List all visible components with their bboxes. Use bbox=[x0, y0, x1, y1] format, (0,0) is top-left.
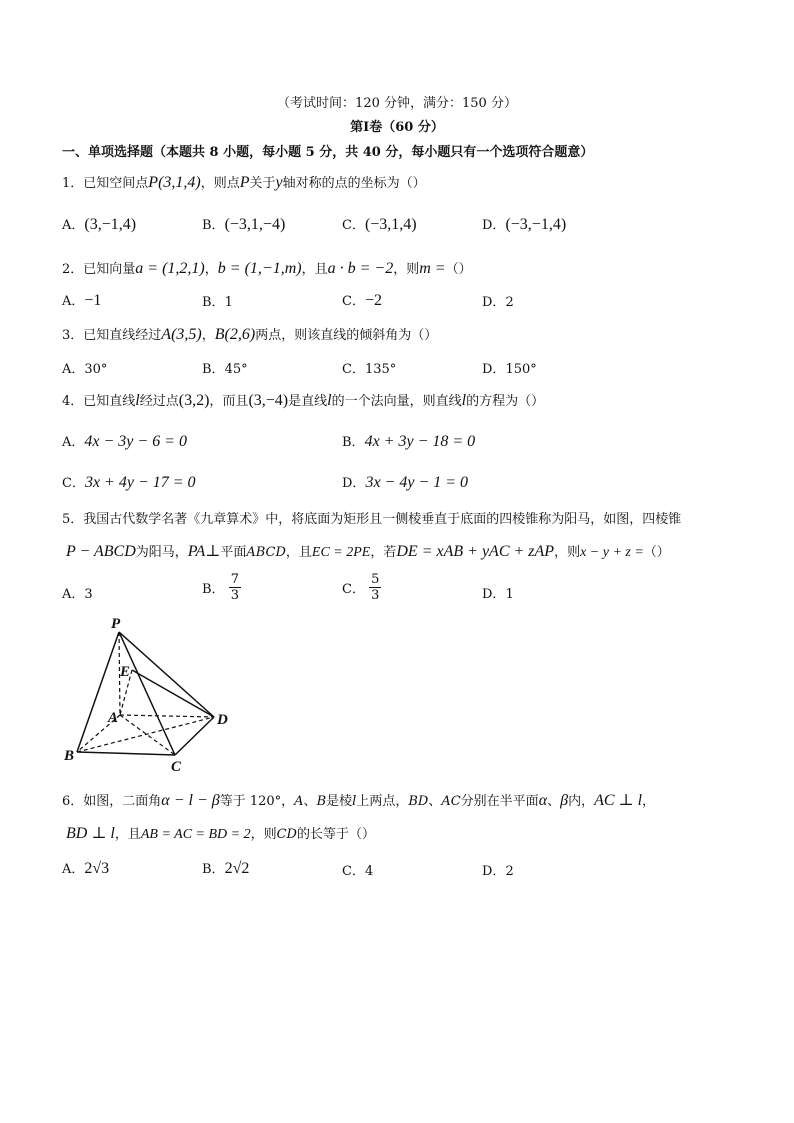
q-math: a · b = −2 bbox=[327, 260, 394, 277]
q-math: (3,−4) bbox=[248, 392, 289, 409]
option-a bbox=[62, 858, 109, 878]
q-math: EC = 2PE bbox=[311, 545, 371, 560]
option-b bbox=[342, 431, 475, 451]
edge-cd bbox=[175, 717, 214, 755]
option-letter: C． bbox=[342, 362, 365, 377]
q-text: 已知直线经过 bbox=[83, 328, 162, 343]
option-c bbox=[342, 358, 396, 377]
edge-pc bbox=[119, 632, 175, 755]
option-letter: A． bbox=[62, 435, 85, 450]
option-letter: A． bbox=[62, 218, 85, 233]
option-text: 30° bbox=[84, 362, 108, 377]
q-math: BD bbox=[408, 794, 429, 809]
option-text: 2√2 bbox=[224, 860, 250, 877]
q-math: l bbox=[327, 392, 332, 409]
q-math: x − y + z = bbox=[580, 545, 644, 560]
option-letter: D． bbox=[482, 218, 506, 233]
q-text: ，而且 bbox=[209, 394, 249, 409]
option-b bbox=[202, 572, 241, 603]
option-b bbox=[202, 858, 249, 878]
question-number: 4． bbox=[62, 394, 84, 409]
option-d bbox=[482, 291, 514, 310]
edge-bc bbox=[77, 752, 175, 755]
q-math: AC ⊥ l bbox=[594, 792, 643, 809]
option-text: 3x + 4y − 17 = 0 bbox=[84, 474, 196, 491]
fraction-numerator: 5 bbox=[371, 572, 380, 587]
q-math: A(3,5) bbox=[161, 326, 202, 343]
option-text: 135° bbox=[364, 362, 397, 377]
q-text: ，且 bbox=[301, 262, 328, 277]
edge-ac bbox=[120, 715, 175, 755]
option-a bbox=[62, 290, 101, 310]
q-math: CD bbox=[276, 827, 297, 842]
question-number: 6． bbox=[62, 794, 84, 809]
q-math: A bbox=[294, 794, 304, 809]
option-c bbox=[62, 472, 196, 492]
q-text: 上两点， bbox=[356, 794, 409, 809]
question-3 bbox=[62, 324, 437, 344]
q-math: m = bbox=[419, 260, 446, 277]
fraction-denominator: 3 bbox=[230, 588, 239, 603]
label-d: D bbox=[217, 712, 228, 728]
q-text: 的一个法向量，则直线 bbox=[331, 394, 462, 409]
q-text: 是直线 bbox=[288, 394, 328, 409]
option-letter: D． bbox=[482, 864, 506, 879]
q-math: DE = xAB + yAC + zAP bbox=[396, 543, 555, 560]
option-letter: D． bbox=[342, 476, 366, 491]
option-letter: C． bbox=[342, 582, 365, 597]
question-number: 5． bbox=[62, 512, 84, 527]
option-letter: C． bbox=[342, 294, 365, 309]
option-letter: B． bbox=[202, 218, 225, 233]
q-text: 、 bbox=[547, 794, 561, 809]
option-letter: B． bbox=[202, 582, 225, 597]
option-letter: C． bbox=[342, 864, 365, 879]
option-text: 2 bbox=[505, 864, 514, 879]
q-text: ，且 bbox=[114, 827, 141, 842]
q-math: P − ABCD bbox=[66, 543, 136, 560]
label-a: A bbox=[108, 710, 119, 726]
option-a bbox=[62, 358, 107, 377]
edge-ad bbox=[120, 715, 214, 717]
q-math: β bbox=[560, 792, 569, 809]
option-letter: B． bbox=[202, 295, 225, 310]
option-b bbox=[202, 214, 285, 234]
question-number: 2． bbox=[62, 262, 84, 277]
q-math: B bbox=[316, 794, 327, 809]
option-text: (−3,1,4) bbox=[364, 216, 417, 233]
option-text: 4 bbox=[364, 864, 374, 879]
q-math: α bbox=[538, 792, 548, 809]
q-math: l bbox=[461, 392, 467, 409]
q-math: y bbox=[275, 174, 283, 191]
q-text: 如图，二面角 bbox=[83, 794, 162, 809]
q-text: ， bbox=[642, 794, 656, 809]
option-b bbox=[202, 358, 248, 377]
option-c bbox=[342, 290, 382, 310]
fraction bbox=[229, 572, 241, 603]
option-text: 1 bbox=[505, 587, 514, 602]
q-text: ， bbox=[204, 262, 218, 277]
option-letter: C． bbox=[62, 476, 85, 491]
option-d bbox=[482, 583, 514, 602]
q-text: 的方程为（） bbox=[466, 394, 545, 409]
q-text: 的长等于（） bbox=[296, 827, 375, 842]
question-5-line1 bbox=[62, 508, 681, 527]
option-letter: B． bbox=[202, 362, 225, 377]
q-text: 、 bbox=[428, 794, 442, 809]
q-text: 平面 bbox=[220, 545, 247, 560]
q-text: 已知空间点 bbox=[83, 176, 149, 191]
option-a bbox=[62, 583, 93, 602]
section-title: 一、单项选择题（本题共 8 小题，每小题 5 分，共 40 分，每小题只有一个选项符合题意） bbox=[62, 145, 594, 160]
fraction bbox=[369, 572, 381, 603]
question-1 bbox=[62, 172, 426, 192]
option-d bbox=[482, 214, 566, 234]
option-text: 1 bbox=[224, 295, 233, 310]
q-text: 分别在半平面 bbox=[460, 794, 539, 809]
option-letter: D． bbox=[482, 362, 506, 377]
q-text: ，且 bbox=[285, 545, 312, 560]
option-text: 3 bbox=[84, 587, 93, 602]
label-p: P bbox=[111, 616, 121, 632]
option-text: 4x + 3y − 18 = 0 bbox=[364, 433, 476, 450]
q-math: (3,2) bbox=[178, 392, 210, 409]
q-math: PA⊥ bbox=[187, 543, 221, 560]
question-number: 3． bbox=[62, 328, 84, 343]
q-math: l bbox=[352, 794, 357, 809]
option-d bbox=[482, 358, 537, 377]
option-c bbox=[342, 214, 417, 234]
option-d bbox=[342, 472, 468, 492]
option-c bbox=[342, 860, 373, 879]
q-text: 两点，则该直线的倾斜角为（） bbox=[255, 328, 438, 343]
q-text: 关于 bbox=[249, 176, 276, 191]
option-text: (−3,−1,4) bbox=[505, 216, 567, 233]
option-d bbox=[482, 860, 514, 879]
q-text: 等于 120°， bbox=[219, 794, 295, 809]
q-math: P bbox=[239, 174, 250, 191]
q-math: B(2,6) bbox=[214, 326, 256, 343]
option-text: 4x − 3y − 6 = 0 bbox=[84, 433, 187, 450]
option-letter: B． bbox=[342, 435, 365, 450]
q-text: ， bbox=[201, 328, 215, 343]
label-b: B bbox=[64, 748, 75, 764]
q-math: α − l − β bbox=[161, 792, 220, 809]
volume-title: 第Ⅰ卷（60 分） bbox=[350, 120, 444, 135]
option-text: −2 bbox=[364, 292, 382, 309]
label-c: C bbox=[171, 759, 182, 774]
option-letter: B． bbox=[202, 862, 225, 877]
q-text: 已知向量 bbox=[83, 262, 136, 277]
option-b bbox=[202, 291, 233, 310]
option-text: 150° bbox=[505, 362, 537, 377]
q-text: 为阳马， bbox=[135, 545, 188, 560]
q-text: ，则 bbox=[554, 545, 581, 560]
option-a bbox=[62, 431, 187, 451]
option-text: (−3,1,−4) bbox=[224, 216, 286, 233]
question-6-line1 bbox=[62, 790, 655, 810]
q-text: （） bbox=[643, 545, 670, 560]
option-text: 2 bbox=[505, 295, 514, 310]
option-letter: D． bbox=[482, 295, 506, 310]
q-text: 经过点 bbox=[139, 394, 179, 409]
option-letter: A． bbox=[62, 362, 85, 377]
option-letter: D． bbox=[482, 587, 506, 602]
fraction-numerator: 7 bbox=[230, 572, 239, 587]
segment-ed bbox=[132, 670, 214, 717]
option-text: 45° bbox=[224, 362, 248, 377]
option-a bbox=[62, 214, 136, 234]
q-text: ，则点 bbox=[200, 176, 240, 191]
option-text: −1 bbox=[84, 292, 102, 309]
q-math: a = (1,2,1) bbox=[135, 260, 205, 277]
q-math: BD ⊥ l bbox=[66, 825, 115, 842]
option-text: 2√3 bbox=[84, 860, 110, 877]
option-text: (3,−1,4) bbox=[84, 216, 137, 233]
q-math: P(3,1,4) bbox=[148, 174, 201, 191]
edge-pd bbox=[119, 632, 214, 717]
question-2 bbox=[62, 258, 472, 278]
q-math: l bbox=[135, 392, 140, 409]
label-e: E bbox=[120, 664, 131, 680]
q-text: 轴对称的点的坐标为（） bbox=[282, 176, 426, 191]
option-letter: A． bbox=[62, 862, 85, 877]
q-text: ，则 bbox=[250, 827, 277, 842]
option-c bbox=[342, 572, 381, 603]
q-text: 内， bbox=[568, 794, 595, 809]
q-text: 我国古代数学名著《九章算术》中，将底面为矩形且一侧棱垂直于底面的四棱锥称为阳马，如图，四棱锥 bbox=[83, 512, 682, 527]
q-math: b = (1,−1,m) bbox=[217, 260, 302, 277]
question-6-line2 bbox=[66, 823, 375, 843]
exam-info: （考试时间：120 分钟，满分：150 分） bbox=[277, 96, 517, 111]
q-text: ，若 bbox=[370, 545, 397, 560]
q-text: ，则 bbox=[393, 262, 420, 277]
option-letter: C． bbox=[342, 218, 365, 233]
q-math: ABCD bbox=[246, 545, 286, 560]
pyramid-figure bbox=[60, 612, 250, 774]
question-5-line2 bbox=[66, 541, 670, 561]
q-text: （） bbox=[445, 262, 472, 277]
option-letter: A． bbox=[62, 294, 85, 309]
q-math: AC bbox=[441, 794, 461, 809]
q-math: AB = AC = BD = 2 bbox=[140, 827, 251, 842]
q-text: 是棱 bbox=[326, 794, 353, 809]
q-text: 、 bbox=[303, 794, 317, 809]
fraction-denominator: 3 bbox=[371, 588, 380, 603]
option-letter: A． bbox=[62, 587, 85, 602]
option-text: 3x − 4y − 1 = 0 bbox=[365, 474, 469, 491]
q-text: 已知直线 bbox=[83, 394, 136, 409]
question-4 bbox=[62, 390, 544, 410]
question-number: 1． bbox=[62, 176, 84, 191]
